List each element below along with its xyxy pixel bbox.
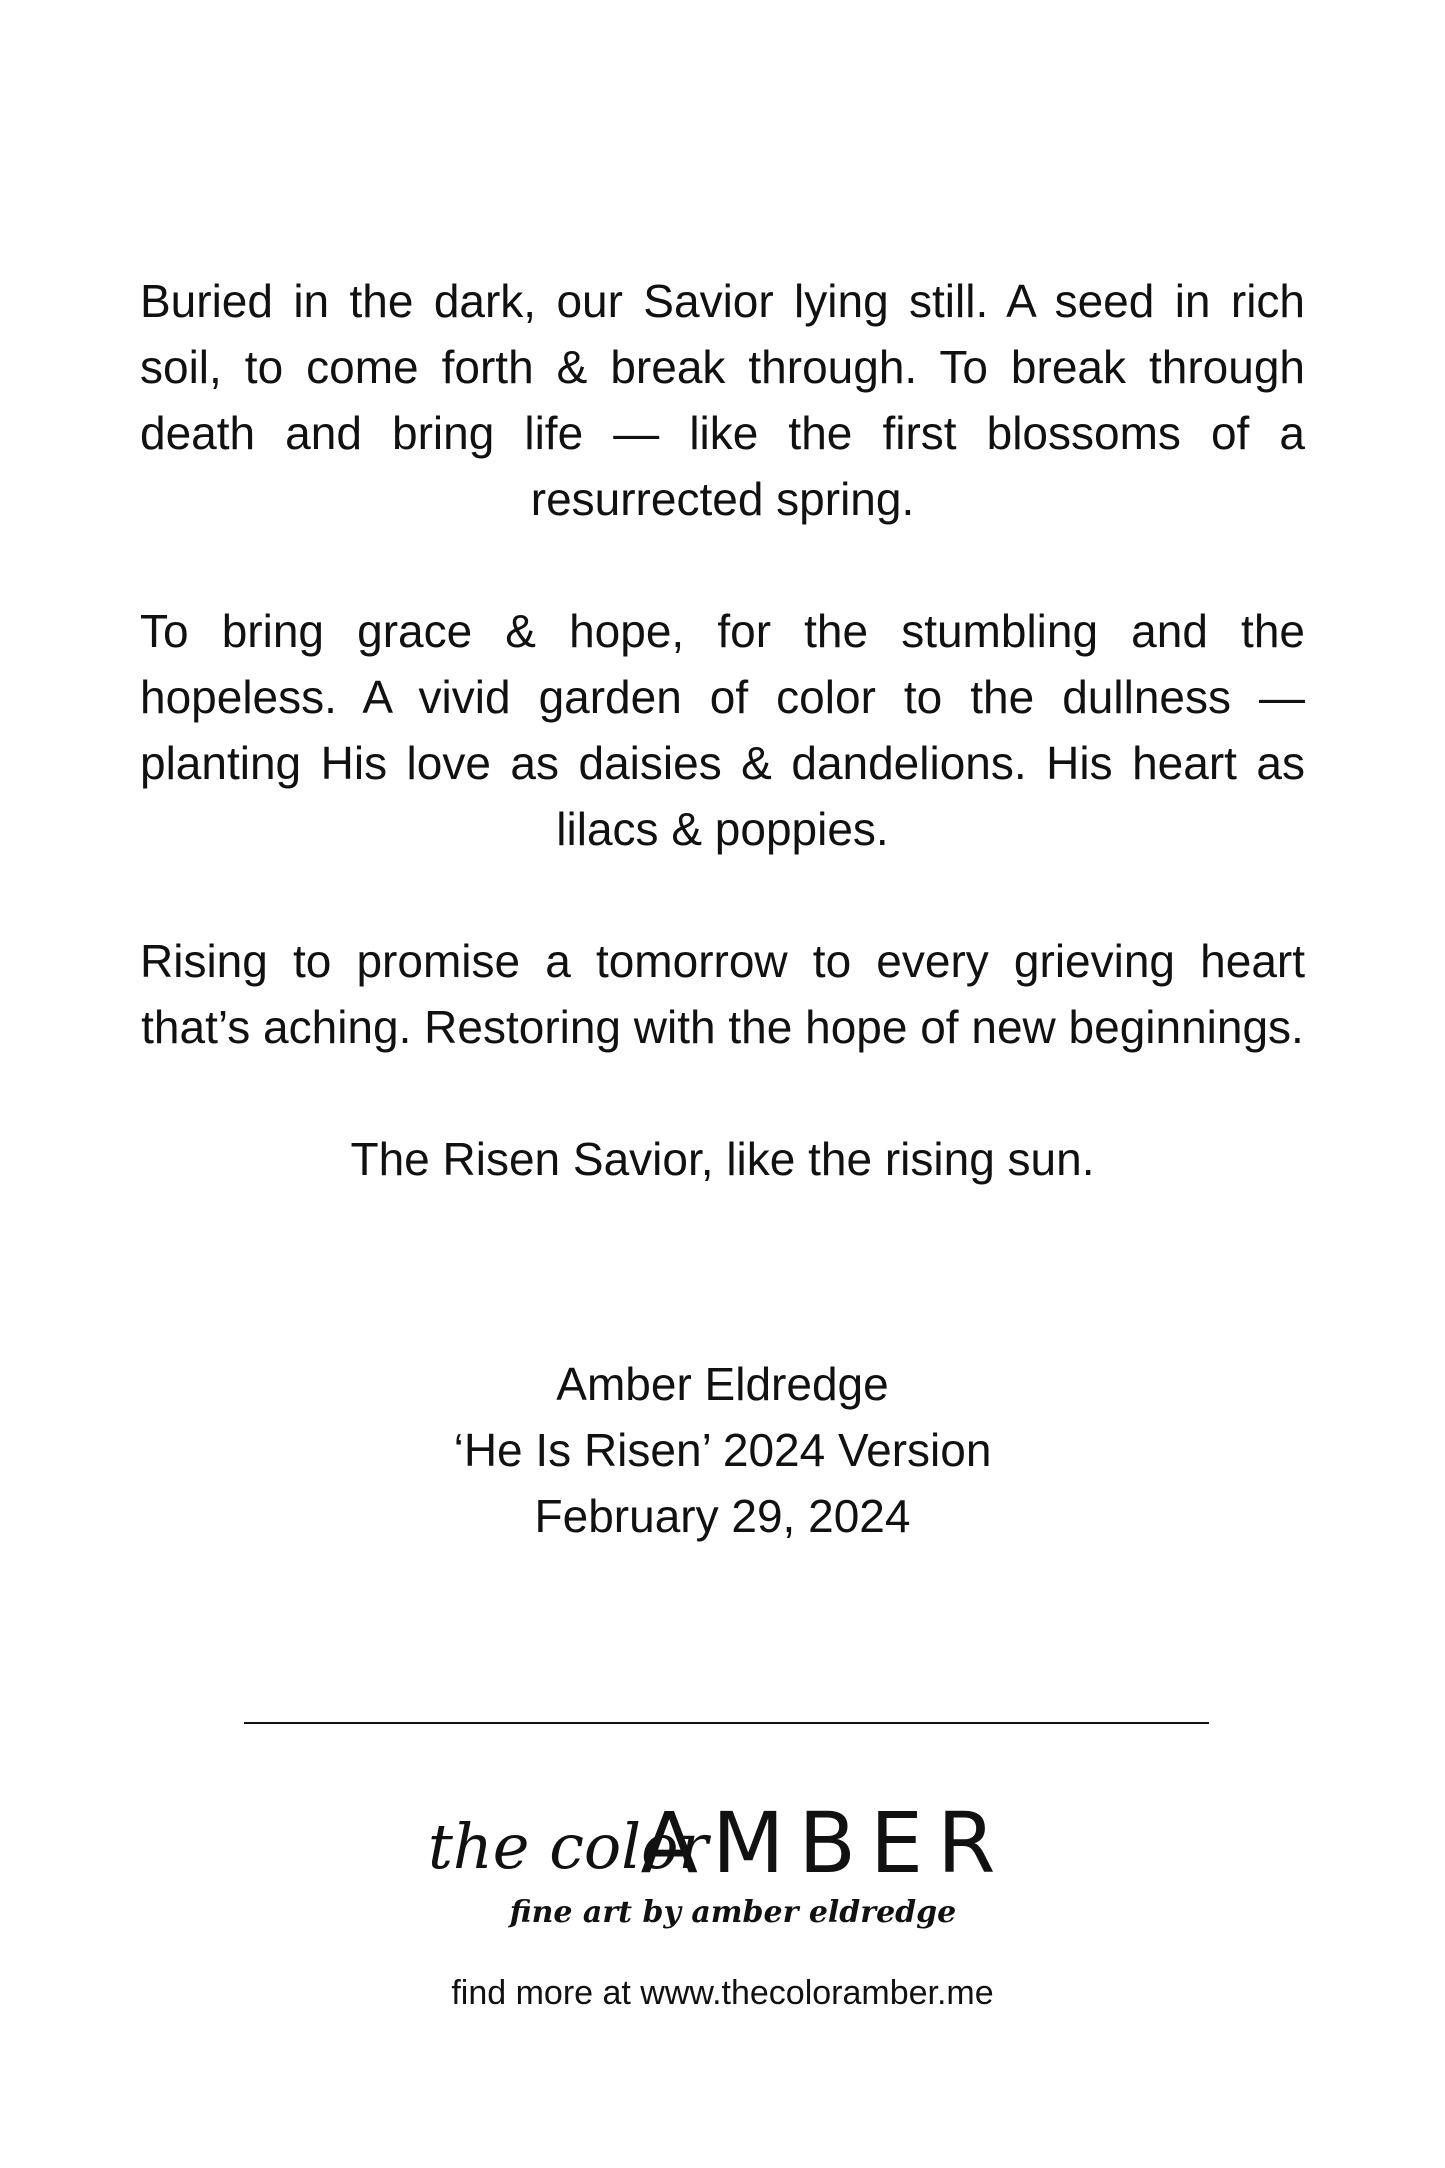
logo-tagline-text: fine art by amber eldredge [509,1895,956,1930]
logo-amber-text: AMBER [639,1794,1010,1892]
divider-line [244,1722,1209,1724]
poem-stanza-3: Rising to promise a tomorrow to every grieving heart that’s aching. Restoring with the hope of new beginnings. [140,935,1305,1053]
author-name: Amber Eldredge [556,1358,889,1410]
poem-body [140,268,1305,1258]
artwork-title: ‘He Is Risen’ 2024 Version [453,1424,992,1476]
brand-logo-artwork [273,1780,1173,1930]
signature-date: February 29, 2024 [534,1490,911,1542]
logo-the-color-text: the color [427,1810,708,1883]
poem-stanza-2: To bring grace & hope, for the stumbling and the hopeless. A vivid garden of color to the dullness — planting His love as daisies & dandelions. His heart as lilacs & poppies. [140,605,1305,855]
signature-block [140,1351,1305,1549]
brand-logo [0,1780,1445,1930]
poem-stanza-4: The Risen Savior, like the rising sun. [350,1133,1095,1185]
poem-stanza-1: Buried in the dark, our Savior lying still. A seed in rich soil, to come forth & break through. To break through death and bring life — like the first blossoms of a resurrected spring. [140,275,1305,525]
website-link[interactable]: find more at www.thecoloramber.me [451,1974,994,2012]
